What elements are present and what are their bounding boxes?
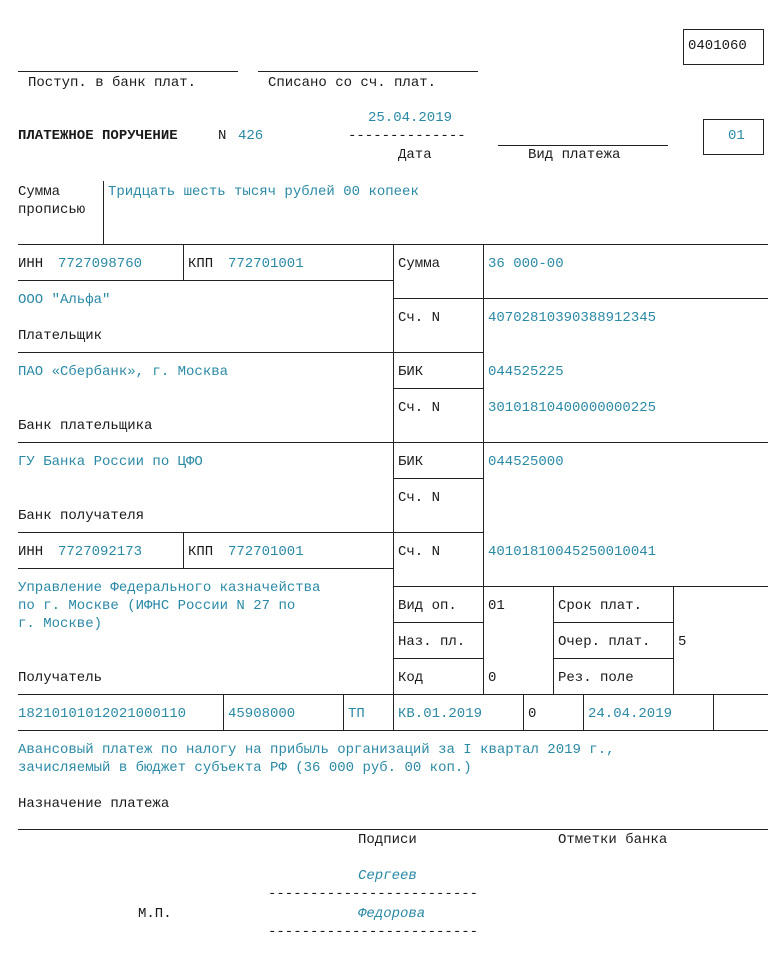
doc-date-value: 24.04.2019	[588, 706, 673, 722]
payer-inn: 7727098760	[58, 256, 143, 272]
bank-marks-label: Отметки банка	[558, 832, 668, 848]
grid-vline	[483, 586, 484, 694]
number-label: N	[218, 128, 227, 144]
purpose-line-2: зачисляемый в бюджет субъекта РФ (36 000 руб. 00 коп.)	[18, 760, 472, 776]
operation-type-label: Вид оп.	[398, 598, 457, 614]
grid-vline	[343, 694, 344, 730]
payer-kpp: 772701001	[228, 256, 304, 272]
payee-inn-kpp-divider	[183, 532, 184, 568]
grid-line	[553, 658, 673, 659]
payee-bank-label: Банк получателя	[18, 508, 145, 524]
payee-kpp: 772701001	[228, 544, 304, 560]
grid-vline	[223, 694, 224, 730]
grid-line	[393, 478, 483, 479]
document-title: ПЛАТЕЖНОЕ ПОРУЧЕНИЕ	[18, 128, 178, 144]
grid-line	[393, 586, 768, 587]
kbk-value: 18210101012021000110	[18, 706, 187, 722]
amount-words-value: Тридцать шесть тысяч рублей 00 копеек	[108, 184, 419, 200]
payment-type-line	[498, 145, 668, 146]
payee-bank-account-label: Сч. N	[398, 490, 441, 506]
operation-type-value: 01	[488, 598, 505, 614]
grid-line	[393, 388, 483, 389]
payee-name-line-3: г. Москве)	[18, 616, 103, 632]
payee-bank-bik-label: БИК	[398, 454, 424, 470]
payment-purpose-code-label: Наз. пл.	[398, 634, 466, 650]
date-dashes: --------------	[348, 128, 466, 144]
payer-bank-account-label: Сч. N	[398, 400, 441, 416]
grid-vline	[553, 586, 554, 694]
purpose-label: Назначение платежа	[18, 796, 170, 812]
code-label: Код	[398, 670, 424, 686]
payee-name-line-2: по г. Москве (ИФНС России N 27 по	[18, 598, 296, 614]
payment-term-label: Срок плат.	[558, 598, 643, 614]
grid-vline	[393, 244, 394, 694]
amount-label: Сумма	[398, 256, 441, 272]
date-label: Дата	[398, 147, 432, 163]
debited-label: Списано со сч. плат.	[268, 75, 437, 91]
grid-vline	[713, 694, 714, 730]
grid-vline	[393, 694, 394, 730]
payer-kpp-label: КПП	[188, 256, 214, 272]
period-value: КВ.01.2019	[398, 706, 483, 722]
stamp-label: М.П.	[138, 906, 172, 922]
grid-vline	[483, 298, 484, 352]
payer-name: ООО "Альфа"	[18, 292, 111, 308]
doc-number-value: 0	[528, 706, 537, 722]
amount-words-label-2: прописью	[18, 202, 86, 218]
grid-vline	[483, 532, 484, 586]
code-value: 0	[488, 670, 497, 686]
debited-line	[258, 71, 478, 72]
priority-value: 5	[678, 634, 687, 650]
amount-value: 36 000-00	[488, 256, 564, 272]
signer-2: Федорова	[358, 906, 426, 922]
payee-inn: 7727092173	[58, 544, 143, 560]
payee-kpp-label: КПП	[188, 544, 214, 560]
grid-line	[18, 532, 483, 533]
grid-vline	[483, 352, 484, 442]
payer-account-label: Сч. N	[398, 310, 441, 326]
grid-vline	[583, 694, 584, 730]
purpose-line-1: Авансовый платеж по налогу на прибыль организаций за I квартал 2019 г.,	[18, 742, 615, 758]
grid-line	[18, 280, 393, 281]
payer-label: Плательщик	[18, 328, 103, 344]
grid-line	[393, 298, 768, 299]
payee-inn-label: ИНН	[18, 544, 44, 560]
document-number: 426	[238, 128, 264, 144]
grid-vline	[523, 694, 524, 730]
grid-vline	[673, 586, 674, 694]
grid-line	[393, 658, 483, 659]
payee-account-label: Сч. N	[398, 544, 441, 560]
grid-line	[18, 829, 768, 830]
signature-line-1: -------------------------	[268, 886, 479, 902]
signatures-label: Подписи	[358, 832, 417, 848]
form-code: 0401060	[688, 38, 747, 54]
payer-bank-bik: 044525225	[488, 364, 564, 380]
grid-line	[553, 622, 673, 623]
payee-account: 40101810045250010041	[488, 544, 657, 560]
payer-inn-label: ИНН	[18, 256, 44, 272]
basis-value: ТП	[348, 706, 365, 722]
payer-bank-name: ПАО «Сбербанк», г. Москва	[18, 364, 229, 380]
payee-bank-bik: 044525000	[488, 454, 564, 470]
grid-vline	[483, 244, 484, 298]
amount-words-label-1: Сумма	[18, 184, 61, 200]
payer-inn-kpp-divider	[183, 244, 184, 280]
payer-bank-bik-label: БИК	[398, 364, 424, 380]
payee-name-line-1: Управление Федерального казначейства	[18, 580, 321, 596]
priority-label: Очер. плат.	[558, 634, 651, 650]
grid-vline	[483, 442, 484, 532]
oktmo-value: 45908000	[228, 706, 296, 722]
payer-account: 40702810390388912345	[488, 310, 657, 326]
grid-line	[18, 568, 393, 569]
status-code: 01	[728, 128, 745, 144]
grid-line	[18, 442, 768, 443]
payer-bank-label: Банк плательщика	[18, 418, 153, 434]
signer-1: Сергеев	[358, 868, 417, 884]
grid-line	[18, 730, 768, 731]
reserve-field-label: Рез. поле	[558, 670, 634, 686]
grid-line	[393, 622, 483, 623]
received-label: Поступ. в банк плат.	[28, 75, 197, 91]
signature-line-2: -------------------------	[268, 924, 479, 940]
payee-bank-name: ГУ Банка России по ЦФО	[18, 454, 203, 470]
received-line	[18, 71, 238, 72]
payer-bank-account: 30101810400000000225	[488, 400, 657, 416]
grid-line	[18, 352, 483, 353]
document-date: 25.04.2019	[368, 110, 453, 126]
payee-label: Получатель	[18, 670, 103, 686]
payment-type-label: Вид платежа	[528, 147, 621, 163]
amount-words-divider	[103, 181, 104, 244]
